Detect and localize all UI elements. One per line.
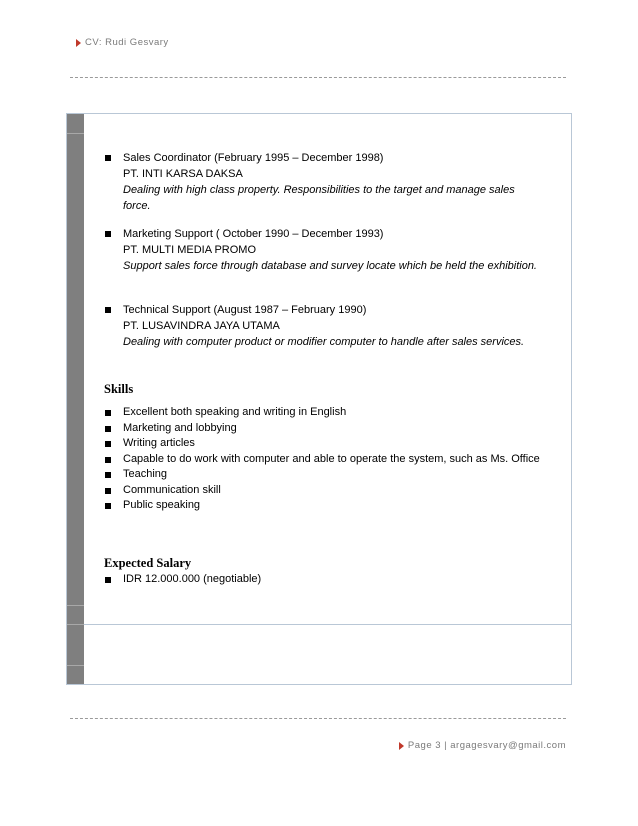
- footer-text: Page 3 | argagesvary@gmail.com: [407, 740, 566, 751]
- skill-text: Communication skill: [123, 483, 221, 496]
- salary-text: IDR 12.000.000 (negotiable): [123, 573, 262, 585]
- triangle-marker-icon: [399, 742, 404, 750]
- skill-text: Writing articles: [123, 437, 195, 449]
- job-entry: [123, 302, 543, 350]
- job-description: Support sales force through database and survey locate which be held the exhibition.: [123, 260, 537, 272]
- square-bullet-icon: [105, 577, 111, 583]
- header-divider: [70, 77, 566, 78]
- skill-text: Capable to do work with computer and able to operate the system, such as Ms. Office: [123, 452, 540, 465]
- header-text: CV: Rudi Gesvary: [85, 37, 169, 48]
- job-description: Dealing with computer product or modifier computer to handle after sales services.: [123, 336, 525, 348]
- list-item: [123, 483, 553, 499]
- cv-content: [67, 114, 571, 684]
- footer-divider: [70, 718, 566, 719]
- job-description: Dealing with high class property. Responsibilities to the target and manage sales force.: [123, 184, 515, 212]
- skill-text: Marketing and lobbying: [123, 421, 237, 434]
- square-bullet-icon: [105, 457, 111, 463]
- list-item: [123, 467, 553, 483]
- page-footer: [399, 740, 566, 751]
- job-title: Marketing Support ( October 1990 – December 1993): [123, 228, 384, 240]
- list-item: [123, 498, 553, 514]
- triangle-marker-icon: [76, 39, 81, 47]
- job-entry: [123, 226, 543, 274]
- job-title: Technical Support (August 1987 – February 1990): [123, 304, 367, 316]
- salary-heading: Expected Salary: [104, 556, 192, 570]
- job-company: PT. INTI KARSA DAKSA: [123, 168, 243, 180]
- salary-list: [123, 572, 553, 588]
- square-bullet-icon: [105, 503, 111, 509]
- square-bullet-icon: [105, 231, 111, 237]
- square-bullet-icon: [105, 472, 111, 478]
- skills-list: [123, 405, 553, 514]
- square-bullet-icon: [105, 410, 111, 416]
- job-company: PT. LUSAVINDRA JAYA UTAMA: [123, 320, 280, 332]
- square-bullet-icon: [105, 307, 111, 313]
- list-item: [123, 421, 553, 437]
- job-entry: [123, 150, 543, 214]
- list-item: [123, 452, 553, 468]
- square-bullet-icon: [105, 441, 111, 447]
- skill-text: Excellent both speaking and writing in English: [123, 406, 347, 418]
- square-bullet-icon: [105, 426, 111, 432]
- skill-text: Public speaking: [123, 499, 201, 511]
- list-item: [123, 572, 553, 588]
- skills-heading: Skills: [104, 382, 134, 396]
- job-company: PT. MULTI MEDIA PROMO: [123, 244, 257, 256]
- job-title: Sales Coordinator (February 1995 – December 1998): [123, 152, 384, 164]
- square-bullet-icon: [105, 155, 111, 161]
- skill-text: Teaching: [123, 468, 168, 480]
- cv-content-frame: [66, 113, 572, 685]
- list-item: [123, 405, 553, 421]
- square-bullet-icon: [105, 488, 111, 494]
- list-item: [123, 436, 553, 452]
- page-header: [76, 37, 169, 48]
